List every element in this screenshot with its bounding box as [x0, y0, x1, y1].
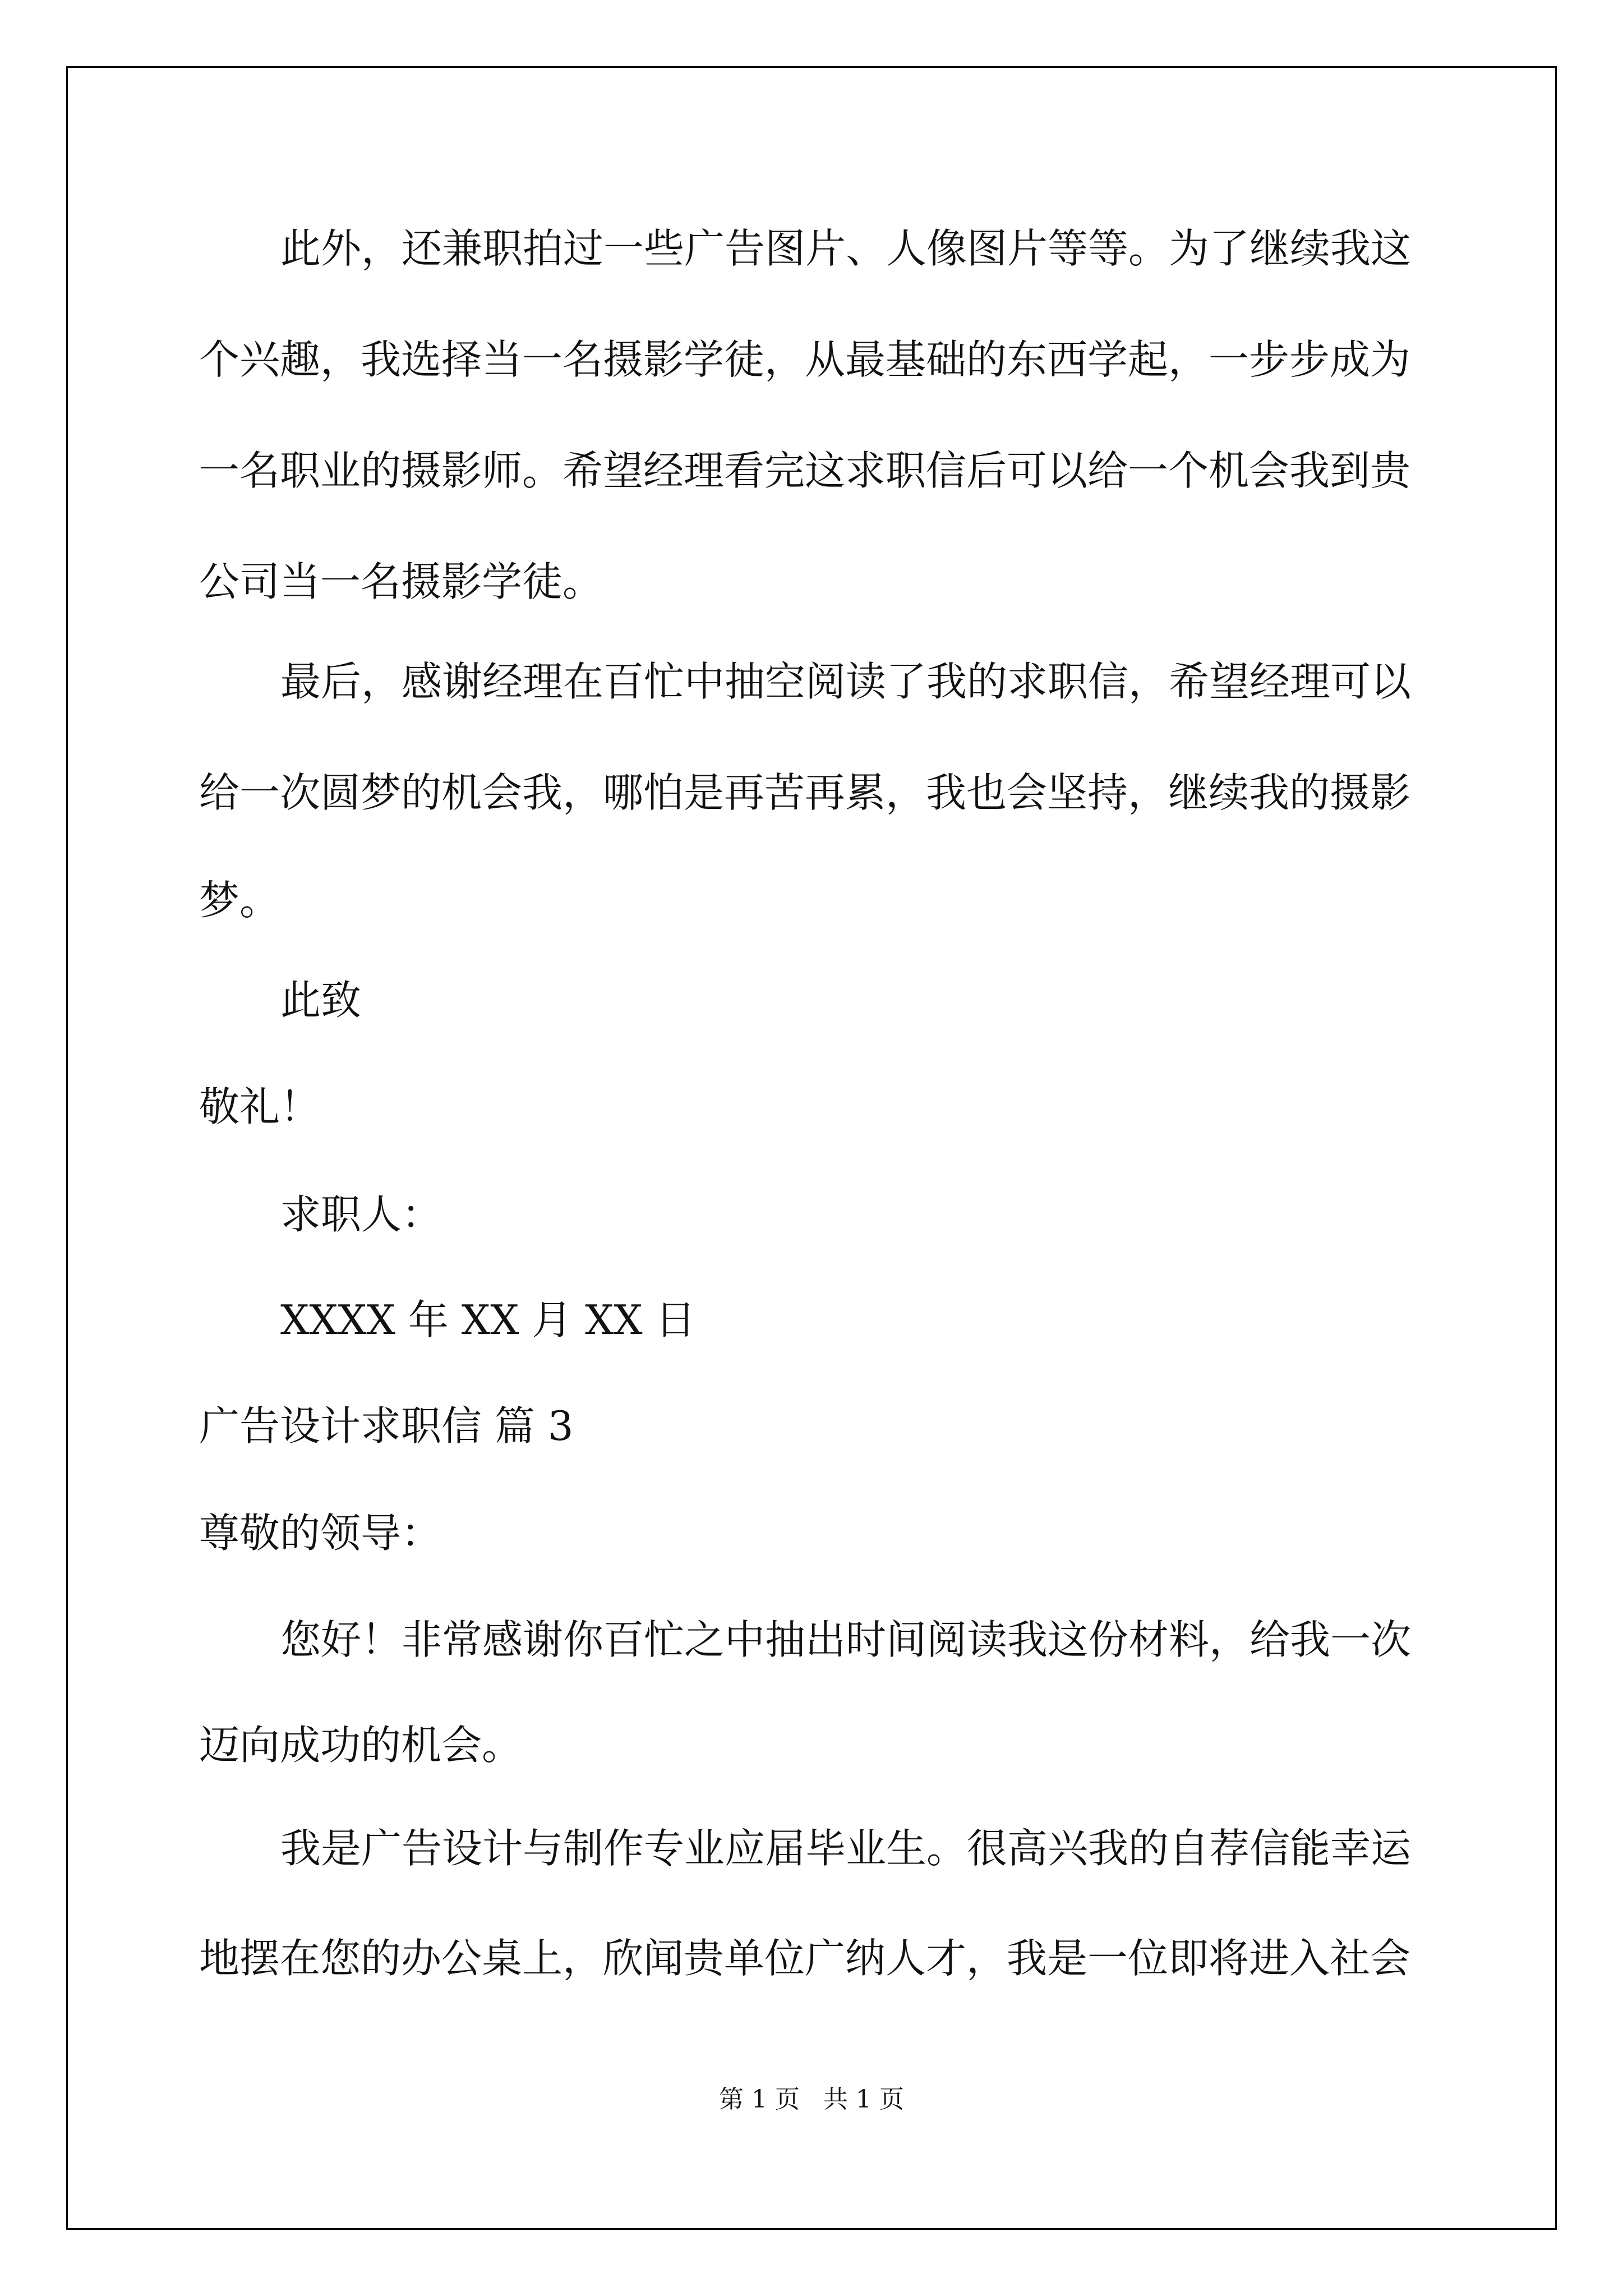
greeting: 尊敬的领导：: [199, 1510, 442, 1557]
salutation-closing: 此致: [280, 977, 362, 1024]
text-line: 迈向成功的机会。: [199, 1722, 523, 1769]
date-line: XXXX 年 XX 月 XX 日: [280, 1296, 696, 1343]
text-line: 给一次圆梦的机会我，哪怕是再苦再累，我也会坚持，继续我的摄影: [199, 769, 1411, 816]
text-line: 公司当一名摄影学徒。: [199, 558, 603, 605]
section-heading: 广告设计求职信 篇 3: [199, 1402, 574, 1450]
text-line: 梦。: [199, 877, 280, 924]
text-line: 地摆在您的办公桌上，欣闻贵单位广纳人才，我是一位即将进入社会: [199, 1935, 1411, 1982]
page-footer: 第 1 页 共 1 页: [719, 2085, 904, 2114]
text-line: 一名职业的摄影师。希望经理看完这求职信后可以给一个机会我到贵: [199, 447, 1411, 494]
page-border: [66, 66, 1557, 2230]
text-line: 最后，感谢经理在百忙中抽空阅读了我的求职信，希望经理可以: [280, 658, 1412, 705]
text-line: 个兴趣，我选择当一名摄影学徒，从最基础的东西学起，一步步成为: [199, 336, 1411, 383]
salutation-respect: 敬礼！: [199, 1083, 321, 1130]
text-line: 我是广告设计与制作专业应届毕业生。很高兴我的自荐信能幸运: [280, 1825, 1412, 1872]
text-line: 此外，还兼职拍过一些广告图片、人像图片等等。为了继续我这: [280, 225, 1412, 272]
text-line: 您好！非常感谢你百忙之中抽出时间阅读我这份材料，给我一次: [280, 1616, 1412, 1663]
applicant-label: 求职人：: [280, 1191, 442, 1238]
